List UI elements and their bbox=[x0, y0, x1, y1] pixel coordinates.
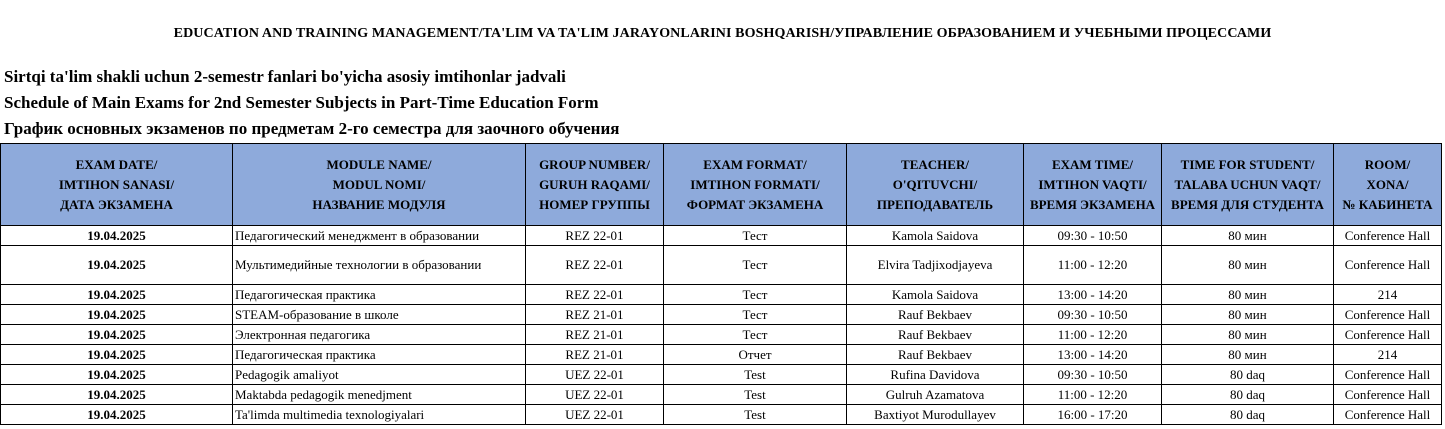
cell-duration: 80 мин bbox=[1162, 325, 1334, 345]
cell-format: Test bbox=[664, 385, 847, 405]
cell-duration: 80 мин bbox=[1162, 226, 1334, 246]
cell-duration: 80 мин bbox=[1162, 345, 1334, 365]
header-line: ФОРМАТ ЭКЗАМЕНА bbox=[686, 196, 824, 212]
cell-module: Maktabda pedagogik menedjment bbox=[233, 385, 526, 405]
header-line: НОМЕР ГРУППЫ bbox=[539, 196, 650, 212]
cell-date: 19.04.2025 bbox=[1, 305, 233, 325]
header-line: GROUP NUMBER/ bbox=[539, 156, 650, 172]
cell-time: 11:00 - 12:20 bbox=[1024, 246, 1162, 285]
cell-group: UEZ 22-01 bbox=[526, 365, 664, 385]
header-line: MODULE NAME/ bbox=[326, 156, 432, 172]
cell-room: Conference Hall bbox=[1334, 385, 1442, 405]
cell-format: Тест bbox=[664, 226, 847, 246]
cell-module: Ta'limda multimedia texnologiyalari bbox=[233, 405, 526, 425]
cell-duration: 80 daq bbox=[1162, 365, 1334, 385]
header-line: IMTIHON VAQTI/ bbox=[1038, 176, 1147, 192]
cell-teacher: Baxtiyot Murodullayev bbox=[847, 405, 1024, 425]
cell-duration: 80 мин bbox=[1162, 285, 1334, 305]
cell-group: REZ 21-01 bbox=[526, 345, 664, 365]
cell-time: 09:30 - 10:50 bbox=[1024, 305, 1162, 325]
header-line: TALABA UCHUN VAQT/ bbox=[1174, 176, 1321, 192]
cell-format: Test bbox=[664, 405, 847, 425]
cell-duration: 80 мин bbox=[1162, 305, 1334, 325]
cell-module: Электронная педагогика bbox=[233, 325, 526, 345]
cell-module: Pedagogik amaliyot bbox=[233, 365, 526, 385]
cell-time: 11:00 - 12:20 bbox=[1024, 385, 1162, 405]
cell-module: Педагогический менеджмент в образовании bbox=[233, 226, 526, 246]
cell-teacher: Rauf Bekbaev bbox=[847, 305, 1024, 325]
cell-time: 09:30 - 10:50 bbox=[1024, 226, 1162, 246]
cell-date: 19.04.2025 bbox=[1, 405, 233, 425]
subtitle-english: Schedule of Main Exams for 2nd Semester Subjects in Part-Time Education Form bbox=[4, 93, 599, 112]
header-module-name bbox=[233, 144, 526, 226]
cell-module: Педагогическая практика bbox=[233, 345, 526, 365]
header-line: ROOM/ bbox=[1364, 156, 1411, 172]
cell-room: Conference Hall bbox=[1334, 325, 1442, 345]
header-line: ДАТА ЭКЗАМЕНА bbox=[60, 196, 173, 212]
cell-group: REZ 21-01 bbox=[526, 325, 664, 345]
cell-duration: 80 daq bbox=[1162, 385, 1334, 405]
table-row bbox=[1, 345, 1442, 365]
cell-format: Тест bbox=[664, 325, 847, 345]
header-line: IMTIHON SANASI/ bbox=[58, 176, 175, 192]
cell-date: 19.04.2025 bbox=[1, 285, 233, 305]
cell-time: 11:00 - 12:20 bbox=[1024, 325, 1162, 345]
header-line: GURUH RAQAMI/ bbox=[539, 176, 650, 192]
cell-group: UEZ 22-01 bbox=[526, 405, 664, 425]
cell-group: REZ 22-01 bbox=[526, 246, 664, 285]
table-row bbox=[1, 325, 1442, 345]
table-row bbox=[1, 385, 1442, 405]
table-row bbox=[1, 305, 1442, 325]
header-exam-time bbox=[1024, 144, 1162, 226]
page-title: EDUCATION AND TRAINING MANAGEMENT/TA'LIM VA TA'LIM JARAYONLARINI BOSHQARISH/УПРАВЛЕНИЕ ОБРАЗОВАНИЕМ И УЧЕБНЫМИ ПРОЦЕССАМИ bbox=[173, 26, 1272, 41]
cell-module: Педагогическая практика bbox=[233, 285, 526, 305]
cell-format: Test bbox=[664, 365, 847, 385]
cell-date: 19.04.2025 bbox=[1, 246, 233, 285]
cell-date: 19.04.2025 bbox=[1, 365, 233, 385]
table-row bbox=[1, 285, 1442, 305]
header-line: НАЗВАНИЕ МОДУЛЯ bbox=[312, 196, 446, 212]
cell-room: Conference Hall bbox=[1334, 305, 1442, 325]
cell-date: 19.04.2025 bbox=[1, 345, 233, 365]
cell-group: REZ 22-01 bbox=[526, 285, 664, 305]
header-group-number bbox=[526, 144, 664, 226]
exam-schedule-table bbox=[0, 143, 1442, 425]
cell-room: Conference Hall bbox=[1334, 246, 1442, 285]
cell-time: 09:30 - 10:50 bbox=[1024, 365, 1162, 385]
header-line: ВРЕМЯ ЭКЗАМЕНА bbox=[1029, 196, 1156, 212]
header-row bbox=[1, 144, 1442, 226]
cell-duration: 80 daq bbox=[1162, 405, 1334, 425]
header-line: № КАБИНЕТА bbox=[1342, 196, 1433, 212]
header-line: EXAM TIME/ bbox=[1051, 156, 1133, 172]
cell-time: 16:00 - 17:20 bbox=[1024, 405, 1162, 425]
header-line: TIME FOR STUDENT/ bbox=[1180, 156, 1315, 172]
header-line: EXAM FORMAT/ bbox=[703, 156, 807, 172]
cell-room: 214 bbox=[1334, 345, 1442, 365]
cell-teacher: Rauf Bekbaev bbox=[847, 345, 1024, 365]
subtitle-uzbek: Sirtqi ta'lim shakli uchun 2-semestr fanlari bo'yicha asosiy imtihonlar jadvali bbox=[4, 67, 566, 86]
cell-duration: 80 мин bbox=[1162, 246, 1334, 285]
header-exam-date bbox=[1, 144, 233, 226]
cell-teacher: Rauf Bekbaev bbox=[847, 325, 1024, 345]
table-row bbox=[1, 405, 1442, 425]
cell-room: Conference Hall bbox=[1334, 365, 1442, 385]
cell-date: 19.04.2025 bbox=[1, 385, 233, 405]
header-line: O'QITUVCHI/ bbox=[892, 176, 978, 192]
cell-date: 19.04.2025 bbox=[1, 325, 233, 345]
header-room bbox=[1334, 144, 1442, 226]
header-time-for-student bbox=[1162, 144, 1334, 226]
cell-teacher: Kamola Saidova bbox=[847, 226, 1024, 246]
header-line: ПРЕПОДАВАТЕЛЬ bbox=[876, 196, 994, 212]
cell-module: Мультимедийные технологии в образовании bbox=[233, 246, 526, 285]
cell-format: Отчет bbox=[664, 345, 847, 365]
cell-teacher: Elvira Tadjixodjayeva bbox=[847, 246, 1024, 285]
cell-time: 13:00 - 14:20 bbox=[1024, 285, 1162, 305]
header-line: XONA/ bbox=[1366, 176, 1409, 192]
cell-teacher: Rufina Davidova bbox=[847, 365, 1024, 385]
cell-group: REZ 22-01 bbox=[526, 226, 664, 246]
cell-teacher: Gulruh Azamatova bbox=[847, 385, 1024, 405]
header-teacher bbox=[847, 144, 1024, 226]
header-line: MODUL NOMI/ bbox=[332, 176, 426, 192]
table-row bbox=[1, 246, 1442, 285]
cell-time: 13:00 - 14:20 bbox=[1024, 345, 1162, 365]
header-line: ВРЕМЯ ДЛЯ СТУДЕНТА bbox=[1171, 196, 1324, 212]
header-line: TEACHER/ bbox=[901, 156, 969, 172]
cell-module: STEAM-образование в школе bbox=[233, 305, 526, 325]
cell-group: REZ 21-01 bbox=[526, 305, 664, 325]
cell-room: Conference Hall bbox=[1334, 226, 1442, 246]
subtitle-russian: График основных экзаменов по предметам 2-го семестра для заочного обучения bbox=[4, 119, 620, 138]
table-row bbox=[1, 365, 1442, 385]
cell-format: Тест bbox=[664, 246, 847, 285]
cell-teacher: Kamola Saidova bbox=[847, 285, 1024, 305]
header-line: IMTIHON FORMATI/ bbox=[690, 176, 820, 192]
header-exam-format bbox=[664, 144, 847, 226]
header-line: EXAM DATE/ bbox=[75, 156, 158, 172]
cell-group: UEZ 22-01 bbox=[526, 385, 664, 405]
cell-room: 214 bbox=[1334, 285, 1442, 305]
cell-room: Conference Hall bbox=[1334, 405, 1442, 425]
cell-date: 19.04.2025 bbox=[1, 226, 233, 246]
table-row bbox=[1, 226, 1442, 246]
cell-format: Тест bbox=[664, 305, 847, 325]
cell-format: Тест bbox=[664, 285, 847, 305]
